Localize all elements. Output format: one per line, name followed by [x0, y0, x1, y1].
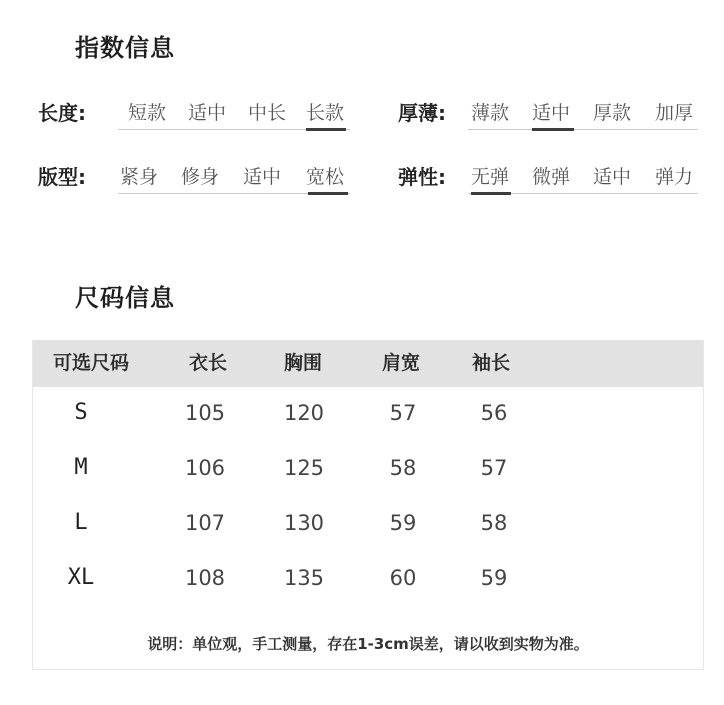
- opt-thickness-medium: 适中: [532, 102, 571, 124]
- index-info-title: 指数信息: [75, 34, 175, 62]
- attr-label-elasticity: 弹性:: [398, 165, 446, 189]
- cell-length: 106: [184, 456, 226, 480]
- selected-marker-elasticity: [471, 192, 511, 195]
- opt-length-short: 短款: [128, 102, 167, 124]
- cell-chest: 125: [283, 456, 325, 480]
- size-table: [32, 340, 704, 670]
- selected-marker-thickness: [532, 128, 574, 131]
- cell-length: 107: [184, 511, 226, 535]
- measurement-note: 说明：单位观，手工测量，存在1-3cm误差，请以收到实物为准。: [147, 635, 589, 653]
- opt-thickness-extra: 加厚: [655, 102, 694, 124]
- header-length: 衣长: [189, 352, 228, 374]
- cell-sleeve: 56: [480, 401, 508, 425]
- cell-chest: 120: [283, 401, 325, 425]
- cell-sleeve: 59: [480, 566, 508, 590]
- opt-length-midlong: 中长: [248, 102, 287, 124]
- opt-fit-tight: 紧身: [120, 166, 159, 188]
- opt-elasticity-none: 无弹: [471, 166, 510, 188]
- opt-length-medium: 适中: [188, 102, 227, 124]
- attr-label-length: 长度:: [38, 101, 86, 125]
- header-sleeve: 袖长: [472, 352, 511, 374]
- selected-marker-fit: [308, 192, 348, 195]
- cell-chest: 135: [283, 566, 325, 590]
- cell-sleeve: 57: [480, 456, 508, 480]
- size-info-title: 尺码信息: [75, 284, 175, 312]
- cell-shoulder: 60: [389, 566, 417, 590]
- selected-marker-length: [306, 128, 346, 131]
- table-header: [33, 341, 703, 387]
- opt-fit-regular: 适中: [243, 166, 282, 188]
- cell-length: 105: [184, 401, 226, 425]
- attr-label-thickness: 厚薄:: [398, 101, 446, 125]
- header-shoulder: 肩宽: [382, 352, 421, 374]
- attr-thickness-baseline: [468, 129, 698, 130]
- opt-length-long: 长款: [306, 102, 345, 124]
- cell-length: 108: [184, 566, 226, 590]
- opt-elasticity-slight: 微弹: [532, 166, 571, 188]
- cell-shoulder: 57: [389, 401, 417, 425]
- opt-fit-loose: 宽松: [306, 166, 345, 188]
- opt-fit-slim: 修身: [181, 166, 220, 188]
- cell-sleeve: 58: [480, 511, 508, 535]
- cell-size: XL: [67, 565, 95, 590]
- attr-length: [38, 99, 358, 139]
- cell-size: L: [74, 510, 88, 535]
- cell-shoulder: 59: [389, 511, 417, 535]
- cell-chest: 130: [283, 511, 325, 535]
- attr-thickness: [398, 99, 708, 139]
- attr-elasticity: [398, 163, 708, 203]
- opt-thickness-thick: 厚款: [593, 102, 632, 124]
- opt-elasticity-medium: 适中: [593, 166, 632, 188]
- attr-label-fit: 版型:: [38, 165, 86, 189]
- header-chest: 胸围: [284, 352, 323, 374]
- opt-thickness-thin: 薄款: [471, 102, 510, 124]
- header-size: 可选尺码: [53, 352, 130, 374]
- attr-fit: [38, 163, 358, 203]
- opt-elasticity-stretch: 弹力: [655, 166, 694, 188]
- cell-size: S: [74, 400, 88, 425]
- cell-shoulder: 58: [389, 456, 417, 480]
- cell-size: M: [74, 455, 88, 480]
